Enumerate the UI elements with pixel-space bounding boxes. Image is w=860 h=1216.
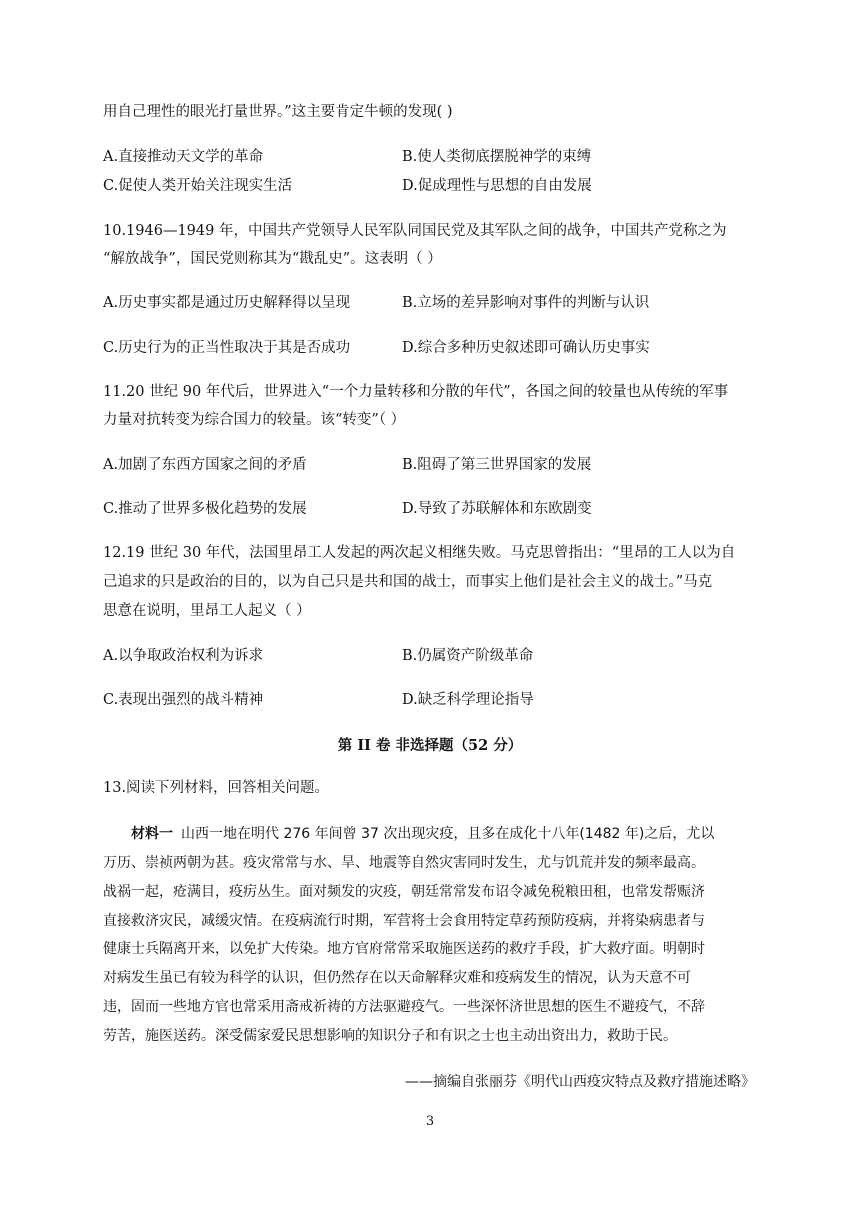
q10-stem-line1: 10.1946—1949 年，中国共产党领导人民军队同国民党及其军队之间的战争，中国共产党称之为 <box>103 223 727 239</box>
material-1-line: 对病发生虽已有较为科学的认识，但仍然存在以天命解释灾难和疫病发生的情况，认为天意不可 <box>103 970 691 986</box>
material-1-text: 山西一地在明代 276 年间曾 37 次出现灾疫，且多在成化十八年(1482 年)之后，尤以 <box>181 826 715 842</box>
material-1-line <box>103 824 755 844</box>
q10-option-d: D.综合多种历史叙述即可确认历史事实 <box>402 340 650 356</box>
material-1-line: 直接救济灾民，减缓灾情。在疫病流行时期，军营将士会食用特定草药预防疫病，并将染病患者与 <box>103 913 705 929</box>
q13-stem: 13.阅读下列材料，回答相关问题。 <box>103 780 330 796</box>
q10-option-b: B.立场的差异影响对事件的判断与认识 <box>402 295 650 311</box>
q10-option-a: A.历史事实都是通过历史解释得以呈现 <box>103 295 351 311</box>
q12-option-b: B.仍属资产阶级革命 <box>402 648 534 664</box>
q12-stem-line2: 己追求的只是政治的目的，以为自己只是共和国的战士，而事实上他们是社会主义的战士。”马克 <box>103 574 713 590</box>
material-1-line: 违，固而一些地方官也常采用斋戒祈祷的方法驱避疫气。一些深怀济世思想的医生不避疫气，不辞 <box>103 999 705 1015</box>
q12-stem-line1: 12.19 世纪 30 年代，法国里昂工人发起的两次起义相继失败。马克思曾指出：“里昂的工人以为自 <box>103 545 736 561</box>
q9-stem-tail: 用自己理性的眼光打量世界。”这主要肯定牛顿的发现( ) <box>103 104 453 120</box>
material-1-line: 劳苦，施医送药。深受儒家爱民思想影响的知识分子和有识之士也主动出资出力，救助于民。 <box>103 1028 677 1044</box>
q11-stem-line1: 11.20 世纪 90 年代后，世界进入“一个力量转移和分散的年代”，各国之间的较量也从传统的军事 <box>103 384 729 400</box>
q12-stem-line3: 思意在说明，里昂工人起义（ ） <box>103 603 311 619</box>
q9-option-a: A.直接推动天文学的革命 <box>103 149 264 165</box>
material-1-line: 万历、崇祯两朝为甚。疫灾常常与水、旱、地震等自然灾害同时发生，尤与饥荒并发的频率最高。 <box>103 855 705 871</box>
material-1-line: 健康士兵隔离开来，以免扩大传染。地方官府常常采取施医送药的救疗手段，扩大救疗面。明朝时 <box>103 941 705 957</box>
q9-option-c: C.促使人类开始关注现实生活 <box>103 178 293 194</box>
material-1-heading: 材料一 <box>131 826 173 842</box>
q12-option-c: C.表现出强烈的战斗精神 <box>103 692 264 708</box>
q9-option-d: D.促成理性与思想的自由发展 <box>402 178 592 194</box>
q11-option-c: C.推动了世界多极化趋势的发展 <box>103 501 307 517</box>
q9-option-b: B.使人类彻底摆脱神学的束缚 <box>402 149 592 165</box>
material-1-line: 战祸一起，疮满目，疫疠丛生。面对频发的灾疫，朝廷常常发布诏令减免税粮田租，也常发帮赈济 <box>103 884 705 900</box>
section-2-title: 第 II 卷 非选择题（52 分） <box>337 737 523 754</box>
q11-option-b: B.阻碍了第三世界国家的发展 <box>402 457 592 473</box>
q10-option-c: C.历史行为的正当性取决于其是否成功 <box>103 340 351 356</box>
q11-option-a: A.加剧了东西方国家之间的矛盾 <box>103 457 307 473</box>
q11-stem-line2: 力量对抗转变为综合国力的较量。该“转变”（ ） <box>103 412 406 428</box>
material-1-source: ——摘编自张丽芬《明代山西疫灾特点及救疗措施述略》 <box>405 1074 755 1090</box>
q10-stem-line2: “解放战争”，国民党则称其为“戡乱史”。这表明（ ） <box>103 251 442 267</box>
q11-option-d: D.导致了苏联解体和东欧剧变 <box>402 501 592 517</box>
q12-option-a: A.以争取政治权利为诉求 <box>103 648 264 664</box>
page-number: 3 <box>425 1114 435 1129</box>
q12-option-d: D.缺乏科学理论指导 <box>402 692 534 708</box>
